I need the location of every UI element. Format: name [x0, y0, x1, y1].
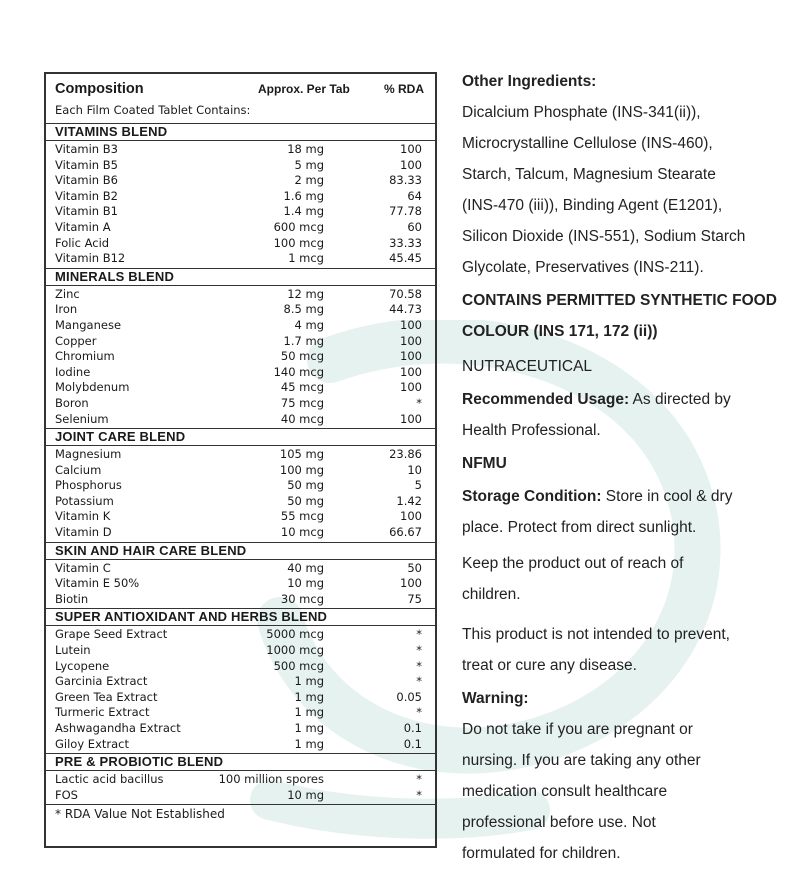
ingredient-rda: 23.86: [389, 447, 422, 462]
storage-condition: [462, 481, 792, 512]
table-row: [46, 561, 435, 577]
section-rows: [46, 771, 435, 805]
table-row: [46, 318, 435, 334]
table-row: [46, 772, 435, 788]
ingredient-name: Calcium: [55, 462, 102, 477]
ingredient-rda: 100: [400, 333, 422, 348]
table-row: [46, 525, 435, 541]
nutraceutical-label: NUTRACEUTICAL: [462, 358, 593, 375]
table-row: [46, 659, 435, 675]
warning-line: professional before use. Not: [462, 814, 656, 831]
table-row: [46, 173, 435, 189]
ingredient-name: Boron: [55, 395, 89, 410]
table-row: [46, 334, 435, 350]
ingredient-name: Potassium: [55, 493, 114, 508]
table-row: [46, 463, 435, 479]
ingredient-name: Iron: [55, 302, 78, 317]
ingredient-rda: 33.33: [389, 235, 422, 250]
ingredient-amount: 50 mcg: [280, 349, 324, 364]
ingredient-amount: 100 million spores: [218, 772, 324, 787]
ingredient-rda: 100: [400, 349, 422, 364]
table-row: [46, 158, 435, 174]
ingredient-rda: 60: [407, 219, 422, 234]
warning-line: nursing. If you are taking any other: [462, 752, 701, 769]
ingredient-amount: 1.6 mg: [283, 188, 324, 203]
ingredient-amount: 40 mg: [287, 560, 324, 575]
warning-text: [462, 714, 792, 869]
ingredient-rda: 1.42: [396, 493, 422, 508]
ingredient-rda: *: [416, 658, 422, 673]
ingredient-name: Lutein: [55, 643, 91, 658]
ingredient-name: Lactic acid bacillus: [55, 772, 164, 787]
ingredient-amount: 18 mg: [287, 142, 324, 156]
table-row: [46, 396, 435, 412]
ingredient-name: Vitamin E 50%: [55, 576, 140, 591]
ingredient-amount: 10 mg: [287, 787, 324, 802]
ingredient-amount: 1 mg: [294, 674, 324, 689]
table-row: [46, 643, 435, 659]
ingredient-amount: 75 mcg: [280, 395, 324, 410]
table-row: [46, 576, 435, 592]
other-ingredients-line: Dicalcium Phosphate (INS-341(ii)),: [462, 104, 701, 121]
ingredient-rda: *: [416, 627, 422, 642]
table-row: [46, 365, 435, 381]
ingredient-amount: 1 mcg: [288, 251, 324, 266]
ingredient-name: Green Tea Extract: [55, 689, 158, 704]
ingredient-name: FOS: [55, 787, 78, 802]
composition-table: [44, 72, 437, 848]
warning-line: medication consult healthcare: [462, 783, 668, 800]
ingredient-rda: *: [416, 772, 422, 787]
colour-statement: [462, 285, 792, 347]
ingredient-rda: 5: [414, 478, 422, 493]
ingredient-rda: *: [416, 395, 422, 410]
ingredient-rda: 64: [407, 188, 422, 203]
ingredient-amount: 1 mg: [294, 705, 324, 720]
ingredient-name: Vitamin B3: [55, 142, 118, 156]
rda-footnote: * RDA Value Not Established: [55, 807, 225, 822]
ingredient-name: Lycopene: [55, 658, 110, 673]
colour-statement-line: CONTAINS PERMITTED SYNTHETIC FOOD: [462, 292, 777, 309]
section-title: VITAMINS BLEND: [46, 124, 435, 141]
table-row: [46, 189, 435, 205]
recommended-usage: [462, 384, 792, 415]
ingredient-amount: 55 mcg: [280, 509, 324, 524]
table-row: [46, 478, 435, 494]
ingredient-amount: 1 mg: [294, 721, 324, 735]
ingredient-amount: 1.4 mg: [283, 204, 324, 219]
storage-text-1: Store in cool & dry: [601, 488, 733, 505]
other-ingredients-line: Microcrystalline Cellulose (INS-460),: [462, 135, 713, 152]
table-row: [46, 447, 435, 463]
ingredient-amount: 100 mg: [279, 462, 324, 477]
ingredient-rda: 10: [407, 462, 422, 477]
ingredient-amount: 600 mcg: [273, 219, 324, 234]
ingredient-amount: 12 mg: [287, 286, 324, 301]
ingredient-rda: 44.73: [389, 302, 422, 317]
ingredient-name: Copper: [55, 333, 97, 348]
composition-subtitle: Each Film Coated Tablet Contains:: [55, 103, 251, 117]
ingredient-name: Giloy Extract: [55, 736, 129, 751]
table-row: [46, 220, 435, 236]
ingredient-name: Manganese: [55, 317, 122, 332]
table-row: [46, 705, 435, 721]
other-ingredients-heading: Other Ingredients:: [462, 73, 597, 90]
ingredient-rda: 83.33: [389, 173, 422, 188]
table-row: [46, 690, 435, 706]
table-row: [46, 721, 435, 737]
disclaimer: [462, 619, 792, 681]
ingredient-name: Molybdenum: [55, 380, 130, 395]
table-row: [46, 142, 435, 158]
other-ingredients-line: Silicon Dioxide (INS-551), Sodium Starch: [462, 228, 746, 245]
ingredient-name: Vitamin K: [55, 509, 111, 524]
ingredient-name: Vitamin B1: [55, 204, 118, 219]
table-row: [46, 302, 435, 318]
ingredient-rda: 77.78: [389, 204, 422, 219]
storage-text-2: place. Protect from direct sunlight.: [462, 519, 697, 536]
ingredient-rda: 70.58: [389, 286, 422, 301]
table-row: [46, 592, 435, 608]
ingredient-name: Vitamin B5: [55, 157, 118, 172]
ingredient-amount: 1 mg: [294, 689, 324, 704]
ingredient-rda: 66.67: [389, 525, 422, 540]
nfmu-label: NFMU: [462, 455, 507, 472]
other-ingredients-line: Starch, Talcum, Magnesium Stearate: [462, 166, 716, 183]
storage-label: Storage Condition:: [462, 488, 602, 505]
ingredient-name: Turmeric Extract: [55, 705, 150, 720]
section-rows: [46, 286, 435, 429]
ingredient-amount: 140 mcg: [273, 364, 324, 379]
other-ingredients-line: (INS-470 (iii)), Binding Agent (E1201),: [462, 197, 723, 214]
ingredient-rda: *: [416, 674, 422, 689]
table-row: [46, 509, 435, 525]
ingredient-name: Garcinia Extract: [55, 674, 148, 689]
ingredient-name: Zinc: [55, 286, 80, 301]
ingredient-name: Folic Acid: [55, 235, 110, 250]
ingredient-amount: 40 mcg: [280, 411, 324, 426]
ingredient-amount: 5 mg: [294, 157, 324, 172]
ingredient-rda: 100: [400, 142, 422, 156]
ingredient-rda: 0.1: [403, 721, 422, 735]
section-title: JOINT CARE BLEND: [46, 429, 435, 446]
ingredient-name: Chromium: [55, 349, 115, 364]
usage-label: Recommended Usage:: [462, 391, 630, 408]
ingredient-amount: 30 mcg: [280, 591, 324, 606]
section-rows: [46, 141, 435, 269]
ingredient-rda: 75: [407, 591, 422, 606]
ingredient-name: Vitamin B2: [55, 188, 118, 203]
ingredient-rda: 100: [400, 380, 422, 395]
ingredient-amount: 1.7 mg: [283, 333, 324, 348]
ingredient-amount: 50 mg: [287, 493, 324, 508]
table-row: [46, 251, 435, 267]
ingredient-rda: 100: [400, 411, 422, 426]
ingredient-rda: 100: [400, 317, 422, 332]
table-row: [46, 788, 435, 804]
other-ingredients-line: Glycolate, Preservatives (INS-211).: [462, 259, 704, 276]
ingredient-rda: 100: [400, 364, 422, 379]
ingredient-name: Phosphorus: [55, 478, 122, 493]
table-row: [46, 674, 435, 690]
keep-out-of-reach-line: Keep the product out of reach of: [462, 555, 684, 572]
ingredient-amount: 10 mg: [287, 576, 324, 591]
column-header-rda: % RDA: [384, 82, 425, 96]
section-rows: [46, 626, 435, 754]
table-row: [46, 349, 435, 365]
ingredient-amount: 45 mcg: [280, 380, 324, 395]
ingredient-name: Biotin: [55, 591, 89, 606]
usage-text-2: Health Professional.: [462, 422, 601, 439]
ingredient-name: Magnesium: [55, 447, 122, 462]
table-row: [46, 494, 435, 510]
ingredient-name: Vitamin A: [55, 219, 111, 234]
section-title: SUPER ANTIOXIDANT AND HERBS BLEND: [46, 609, 435, 626]
ingredient-amount: 2 mg: [294, 173, 324, 188]
warning-heading: Warning:: [462, 690, 529, 707]
ingredient-rda: 100: [400, 509, 422, 524]
ingredient-amount: 105 mg: [279, 447, 324, 462]
ingredient-rda: 0.05: [396, 689, 422, 704]
column-header-amount: Approx. Per Tab: [258, 82, 350, 96]
ingredient-rda: *: [416, 643, 422, 658]
section-title: MINERALS BLEND: [46, 269, 435, 286]
table-row: [46, 236, 435, 252]
ingredient-rda: 100: [400, 157, 422, 172]
ingredient-name: Grape Seed Extract: [55, 627, 168, 642]
ingredient-name: Vitamin C: [55, 560, 111, 575]
ingredient-amount: 50 mg: [287, 478, 324, 493]
product-info: [462, 66, 792, 869]
table-row: [46, 204, 435, 220]
usage-text-1: As directed by: [629, 391, 731, 408]
section-rows: [46, 560, 435, 610]
ingredient-amount: 10 mcg: [280, 525, 324, 540]
ingredient-amount: 500 mcg: [273, 658, 324, 673]
other-ingredients-list: [462, 97, 792, 283]
keep-out-of-reach-line: children.: [462, 586, 521, 603]
table-row: [46, 627, 435, 643]
section-title: SKIN AND HAIR CARE BLEND: [46, 543, 435, 560]
ingredient-rda: *: [416, 787, 422, 802]
composition-title: Composition: [55, 81, 144, 97]
ingredient-amount: 1000 mcg: [266, 643, 324, 658]
ingredient-rda: 100: [400, 576, 422, 591]
ingredient-rda: 0.1: [403, 736, 422, 751]
ingredient-rda: 45.45: [389, 251, 422, 266]
composition-header: [46, 74, 435, 124]
ingredient-rda: *: [416, 705, 422, 720]
disclaimer-line: treat or cure any disease.: [462, 657, 637, 674]
table-row: [46, 287, 435, 303]
ingredient-name: Vitamin B12: [55, 251, 126, 266]
ingredient-name: Ashwagandha Extract: [55, 721, 181, 735]
ingredient-amount: 8.5 mg: [283, 302, 324, 317]
ingredient-name: Vitamin B6: [55, 173, 118, 188]
table-row: [46, 737, 435, 753]
ingredient-amount: 4 mg: [294, 317, 324, 332]
warning-line: formulated for children.: [462, 845, 621, 862]
warning-line: Do not take if you are pregnant or: [462, 721, 693, 738]
keep-out-of-reach: [462, 548, 792, 610]
table-row: [46, 412, 435, 428]
composition-sections: [46, 124, 435, 805]
ingredient-name: Selenium: [55, 411, 109, 426]
ingredient-rda: 50: [407, 560, 422, 575]
ingredient-name: Vitamin D: [55, 525, 112, 540]
disclaimer-line: This product is not intended to prevent,: [462, 626, 730, 643]
section-rows: [46, 446, 435, 543]
ingredient-amount: 5000 mcg: [266, 627, 324, 642]
ingredient-amount: 1 mg: [294, 736, 324, 751]
table-row: [46, 380, 435, 396]
ingredient-amount: 100 mcg: [273, 235, 324, 250]
section-title: PRE & PROBIOTIC BLEND: [46, 754, 435, 771]
ingredient-name: Iodine: [55, 364, 91, 379]
colour-statement-line: COLOUR (INS 171, 172 (ii)): [462, 323, 658, 340]
